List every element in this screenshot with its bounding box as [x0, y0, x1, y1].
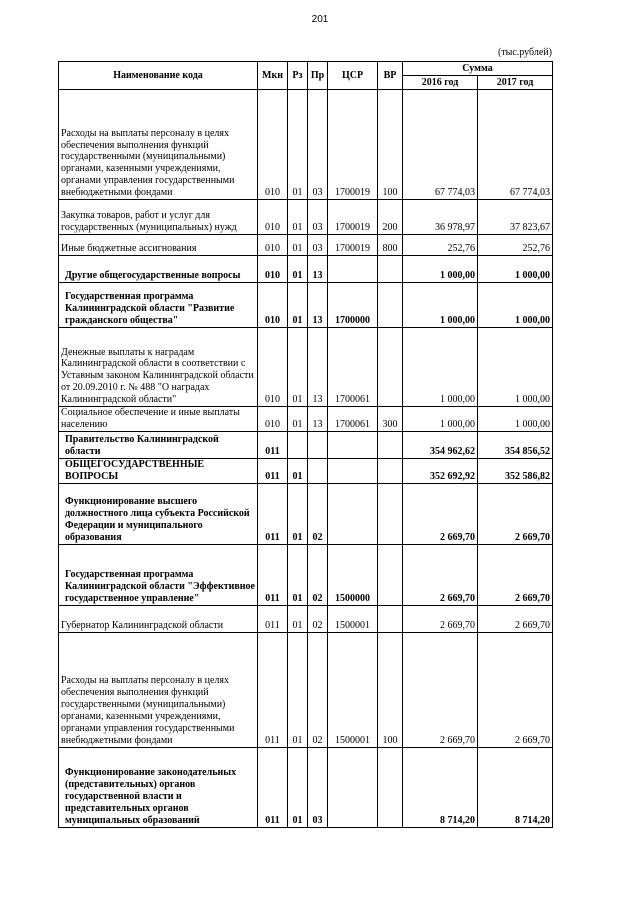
- header-name: Наименование кода: [59, 62, 258, 90]
- row-name: Функционирование законодательных (представительных) органов государственной власти и представительных органов муниципальных образований: [59, 747, 258, 827]
- row-sum-2016: 2 669,70: [403, 605, 478, 632]
- row-vr: [378, 431, 403, 458]
- row-sum-2016: 354 962,62: [403, 431, 478, 458]
- row-mkn: 010: [258, 90, 288, 200]
- table-row: [59, 747, 553, 827]
- row-rz: 01: [288, 632, 308, 747]
- row-mkn: 011: [258, 632, 288, 747]
- header-vr: ВР: [378, 62, 403, 90]
- row-pr: 03: [308, 235, 328, 256]
- header-2017: 2017 год: [478, 76, 553, 90]
- row-sum-2017: 37 823,67: [478, 200, 553, 235]
- row-pr: 03: [308, 90, 328, 200]
- row-sum-2017: 2 669,70: [478, 632, 553, 747]
- row-rz: 01: [288, 458, 308, 483]
- row-csr: 1700019: [328, 235, 378, 256]
- row-vr: [378, 256, 403, 283]
- row-sum-2017: 2 669,70: [478, 483, 553, 544]
- header-pr: Пр: [308, 62, 328, 90]
- row-vr: 100: [378, 632, 403, 747]
- header-2016: 2016 год: [403, 76, 478, 90]
- row-pr: 13: [308, 283, 328, 328]
- row-name: Правительство Калининградской области: [59, 431, 258, 458]
- table-header: [59, 62, 553, 90]
- row-name: Социальное обеспечение и иные выплаты населению: [59, 407, 258, 432]
- row-mkn: 011: [258, 544, 288, 605]
- row-sum-2016: 252,76: [403, 235, 478, 256]
- row-mkn: 010: [258, 328, 288, 407]
- table-row: [59, 605, 553, 632]
- row-vr: 300: [378, 407, 403, 432]
- row-name: Денежные выплаты к наградам Калининградской области в соответствии с Уставным законом Калининградской области от 20.09.2010 г. № 488 "О наградах Калининградской области": [59, 328, 258, 407]
- row-sum-2017: 2 669,70: [478, 544, 553, 605]
- row-sum-2016: 1 000,00: [403, 407, 478, 432]
- row-sum-2017: 67 774,03: [478, 90, 553, 200]
- table-row: [59, 200, 553, 235]
- row-sum-2016: 67 774,03: [403, 90, 478, 200]
- table-row: [59, 90, 553, 200]
- row-sum-2017: 1 000,00: [478, 407, 553, 432]
- row-mkn: 011: [258, 458, 288, 483]
- row-name: Государственная программа Калининградской области "Эффективное государственное управление": [59, 544, 258, 605]
- row-rz: [288, 431, 308, 458]
- row-mkn: 011: [258, 483, 288, 544]
- row-name: Закупка товаров, работ и услуг для государственных (муниципальных) нужд: [59, 200, 258, 235]
- row-mkn: 010: [258, 256, 288, 283]
- row-rz: 01: [288, 605, 308, 632]
- row-rz: 01: [288, 544, 308, 605]
- table-row: [59, 328, 553, 407]
- table-row: [59, 483, 553, 544]
- row-vr: 200: [378, 200, 403, 235]
- table-row: [59, 235, 553, 256]
- row-sum-2016: 2 669,70: [403, 544, 478, 605]
- header-mkn: Мкн: [258, 62, 288, 90]
- row-mkn: 010: [258, 200, 288, 235]
- row-mkn: 010: [258, 407, 288, 432]
- row-sum-2017: 1 000,00: [478, 283, 553, 328]
- row-vr: [378, 458, 403, 483]
- row-csr: [328, 483, 378, 544]
- row-csr: 1500001: [328, 605, 378, 632]
- row-sum-2017: 1 000,00: [478, 328, 553, 407]
- units-note: (тыс.рублей): [497, 47, 552, 58]
- row-vr: [378, 747, 403, 827]
- table-row: [59, 256, 553, 283]
- row-sum-2016: 8 714,20: [403, 747, 478, 827]
- row-pr: 02: [308, 544, 328, 605]
- row-sum-2017: 8 714,20: [478, 747, 553, 827]
- row-sum-2016: 1 000,00: [403, 283, 478, 328]
- row-pr: [308, 431, 328, 458]
- row-sum-2017: 352 586,82: [478, 458, 553, 483]
- table-row: [59, 544, 553, 605]
- row-pr: 02: [308, 605, 328, 632]
- row-sum-2016: 1 000,00: [403, 328, 478, 407]
- row-csr: 1700061: [328, 328, 378, 407]
- budget-table: [58, 61, 553, 828]
- row-vr: 800: [378, 235, 403, 256]
- row-csr: 1500000: [328, 544, 378, 605]
- row-rz: 01: [288, 747, 308, 827]
- row-csr: 1700061: [328, 407, 378, 432]
- row-rz: 01: [288, 256, 308, 283]
- row-sum-2016: 352 692,92: [403, 458, 478, 483]
- header-rz: Рз: [288, 62, 308, 90]
- row-vr: 100: [378, 90, 403, 200]
- row-vr: [378, 605, 403, 632]
- row-rz: 01: [288, 235, 308, 256]
- page-number: 201: [311, 14, 329, 25]
- row-sum-2016: 1 000,00: [403, 256, 478, 283]
- row-rz: 01: [288, 483, 308, 544]
- row-pr: 13: [308, 407, 328, 432]
- table-body: [59, 90, 553, 828]
- row-rz: 01: [288, 90, 308, 200]
- header-csr: ЦСР: [328, 62, 378, 90]
- table-row: [59, 632, 553, 747]
- row-sum-2017: 1 000,00: [478, 256, 553, 283]
- table-row: [59, 431, 553, 458]
- row-mkn: 011: [258, 431, 288, 458]
- row-pr: 13: [308, 328, 328, 407]
- row-sum-2016: 2 669,70: [403, 632, 478, 747]
- row-pr: 02: [308, 632, 328, 747]
- row-rz: 01: [288, 200, 308, 235]
- row-csr: 1700019: [328, 200, 378, 235]
- row-rz: 01: [288, 283, 308, 328]
- row-vr: [378, 544, 403, 605]
- table-row: [59, 407, 553, 432]
- row-csr: [328, 747, 378, 827]
- row-sum-2017: 354 856,52: [478, 431, 553, 458]
- row-name: Функционирование высшего должностного лица субъекта Российской Федерации и муниципального образования: [59, 483, 258, 544]
- row-csr: 1700000: [328, 283, 378, 328]
- row-vr: [378, 483, 403, 544]
- row-name: Расходы на выплаты персоналу в целях обеспечения выполнения функций государственными (муниципальными) органами, казенными учреждениями, органами управления государственными внебюджетными фондами: [59, 90, 258, 200]
- row-pr: 13: [308, 256, 328, 283]
- row-csr: 1700019: [328, 90, 378, 200]
- row-pr: 02: [308, 483, 328, 544]
- row-sum-2016: 36 978,97: [403, 200, 478, 235]
- row-csr: 1500001: [328, 632, 378, 747]
- row-vr: [378, 283, 403, 328]
- row-vr: [378, 328, 403, 407]
- row-csr: [328, 431, 378, 458]
- row-name: Другие общегосударственные вопросы: [59, 256, 258, 283]
- row-mkn: 011: [258, 605, 288, 632]
- row-name: ОБЩЕГОСУДАРСТВЕННЫЕ ВОПРОСЫ: [59, 458, 258, 483]
- row-csr: [328, 256, 378, 283]
- table-row: [59, 458, 553, 483]
- row-csr: [328, 458, 378, 483]
- row-mkn: 010: [258, 235, 288, 256]
- row-mkn: 011: [258, 747, 288, 827]
- row-mkn: 010: [258, 283, 288, 328]
- row-sum-2016: 2 669,70: [403, 483, 478, 544]
- row-rz: 01: [288, 407, 308, 432]
- row-name: Расходы на выплаты персоналу в целях обеспечения выполнения функций государственными (муниципальными) органами, казенными учреждениями, органами управления государственными внебюджетными фондами: [59, 632, 258, 747]
- row-rz: 01: [288, 328, 308, 407]
- row-name: Государственная программа Калининградской области "Развитие гражданского общества": [59, 283, 258, 328]
- row-pr: 03: [308, 747, 328, 827]
- row-name: Губернатор Калининградской области: [59, 605, 258, 632]
- row-sum-2017: 2 669,70: [478, 605, 553, 632]
- row-pr: 03: [308, 200, 328, 235]
- row-name: Иные бюджетные ассигнования: [59, 235, 258, 256]
- row-sum-2017: 252,76: [478, 235, 553, 256]
- header-sum: Сумма: [403, 62, 553, 76]
- row-pr: [308, 458, 328, 483]
- table-row: [59, 283, 553, 328]
